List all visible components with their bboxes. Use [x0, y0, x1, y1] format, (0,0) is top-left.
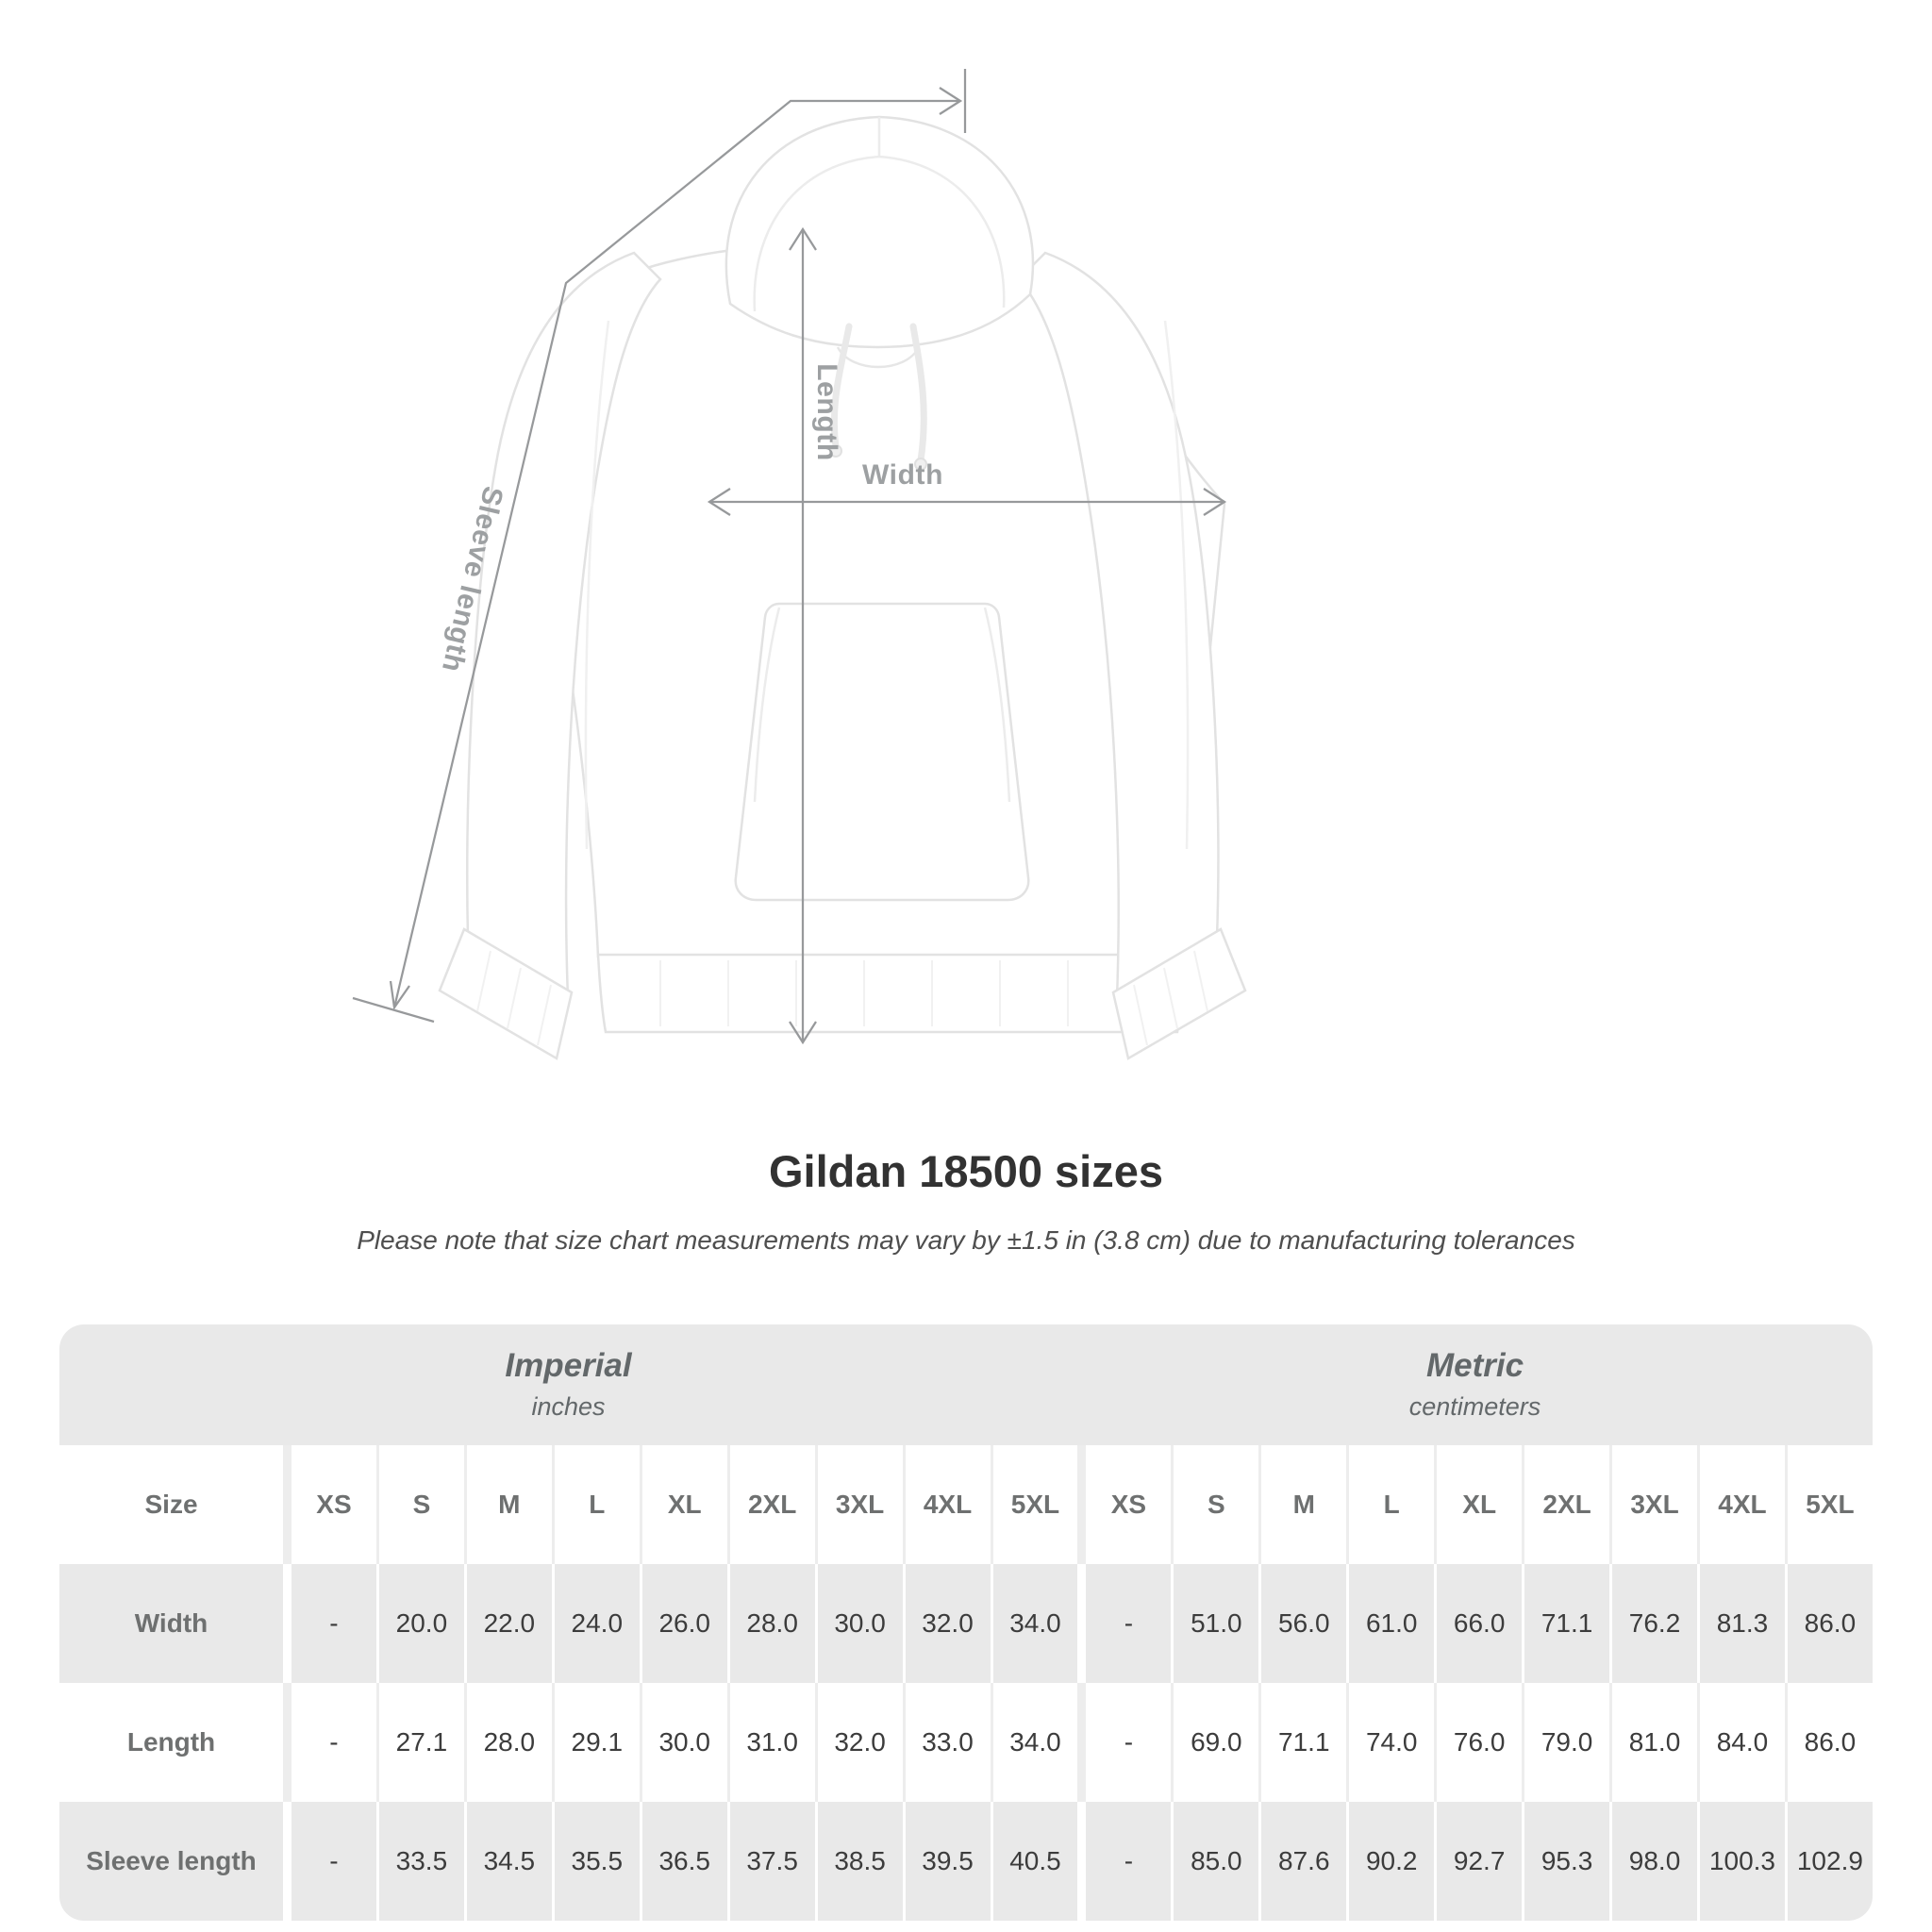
value-cell: 34.5	[467, 1802, 552, 1921]
table-row-width	[59, 1564, 1873, 1683]
hoodie-pocket	[736, 604, 1029, 900]
value-cell: 90.2	[1349, 1802, 1434, 1921]
value-cell: 40.5	[993, 1802, 1078, 1921]
size-header-cell: L	[555, 1445, 640, 1564]
value-cell: 79.0	[1524, 1683, 1609, 1802]
value-cell: 74.0	[1349, 1683, 1434, 1802]
value-cell: 86.0	[1788, 1564, 1873, 1683]
value-cell: 34.0	[993, 1683, 1078, 1802]
size-header-cell: 3XL	[818, 1445, 903, 1564]
value-cell: 76.0	[1437, 1683, 1522, 1802]
size-header-cell: 5XL	[1788, 1445, 1873, 1564]
sleeve-measure-label: Sleeve length	[435, 483, 509, 675]
size-header-cell: L	[1349, 1445, 1434, 1564]
value-cell: 27.1	[379, 1683, 464, 1802]
size-header-cell: XL	[642, 1445, 727, 1564]
value-cell: 26.0	[642, 1564, 727, 1683]
value-cell: 71.1	[1524, 1564, 1609, 1683]
value-cell: 34.0	[993, 1564, 1078, 1683]
row-label: Sleeve length	[59, 1802, 283, 1921]
value-cell: 76.2	[1612, 1564, 1697, 1683]
value-cell: 30.0	[642, 1683, 727, 1802]
size-header-cell: 4XL	[1700, 1445, 1785, 1564]
row-label: Length	[59, 1683, 283, 1802]
value-cell: -	[1086, 1683, 1171, 1802]
value-cell: -	[1086, 1564, 1171, 1683]
value-cell: 56.0	[1261, 1564, 1346, 1683]
tolerance-note: Please note that size chart measurements may vary by ±1.5 in (3.8 cm) due to manufacturing tolerances	[357, 1225, 1575, 1255]
value-cell: 28.0	[467, 1683, 552, 1802]
value-cell: 87.6	[1261, 1802, 1346, 1921]
metric-group-label: Metric	[1425, 1347, 1524, 1385]
size-header-cell: 4XL	[906, 1445, 991, 1564]
imperial-group	[59, 1324, 1077, 1445]
table-row-sleeve-length	[59, 1802, 1873, 1921]
value-cell: 100.3	[1700, 1802, 1785, 1921]
value-cell: 20.0	[379, 1564, 464, 1683]
metric-group-unit: centimeters	[1408, 1391, 1541, 1421]
value-cell: 71.1	[1261, 1683, 1346, 1802]
value-cell: 28.0	[730, 1564, 815, 1683]
value-cell: 81.3	[1700, 1564, 1785, 1683]
width-measure-label: Width	[861, 459, 944, 491]
value-cell: 37.5	[730, 1802, 815, 1921]
hoodie-hem	[598, 955, 1185, 1032]
value-cell: 39.5	[906, 1802, 991, 1921]
value-cell: 35.5	[555, 1802, 640, 1921]
value-cell: 84.0	[1700, 1683, 1785, 1802]
size-header-cell: 5XL	[993, 1445, 1078, 1564]
value-cell: 61.0	[1349, 1564, 1434, 1683]
row-label: Width	[59, 1564, 283, 1683]
value-cell: 85.0	[1174, 1802, 1258, 1921]
size-header-cell: XL	[1437, 1445, 1522, 1564]
value-cell: -	[291, 1683, 376, 1802]
size-header-cell: S	[1174, 1445, 1258, 1564]
size-header-cell: S	[379, 1445, 464, 1564]
hoodie-illustration	[440, 117, 1245, 1058]
value-cell: 92.7	[1437, 1802, 1522, 1921]
value-cell: 31.0	[730, 1683, 815, 1802]
value-cell: 81.0	[1612, 1683, 1697, 1802]
imperial-group-label: Imperial	[505, 1347, 632, 1385]
value-cell: 36.5	[642, 1802, 727, 1921]
value-cell: 24.0	[555, 1564, 640, 1683]
value-cell: 33.5	[379, 1802, 464, 1921]
page-title: Gildan 18500 sizes	[768, 1146, 1164, 1196]
value-cell: 32.0	[906, 1564, 991, 1683]
size-header-cell: 2XL	[1524, 1445, 1609, 1564]
value-cell: 51.0	[1174, 1564, 1258, 1683]
value-cell: 22.0	[467, 1564, 552, 1683]
imperial-group-unit: inches	[531, 1391, 606, 1421]
value-cell: 33.0	[906, 1683, 991, 1802]
value-cell: -	[1086, 1802, 1171, 1921]
value-cell: 32.0	[818, 1683, 903, 1802]
size-header-cell: XS	[1086, 1445, 1171, 1564]
size-chart-table	[59, 1324, 1873, 1921]
size-header-row	[59, 1445, 1873, 1564]
value-cell: 29.1	[555, 1683, 640, 1802]
size-header-cell: 2XL	[730, 1445, 815, 1564]
unit-group-header	[59, 1324, 1873, 1445]
value-cell: -	[291, 1564, 376, 1683]
size-column-header: Size	[59, 1445, 283, 1564]
size-header-cell: 3XL	[1612, 1445, 1697, 1564]
value-cell: 86.0	[1788, 1683, 1873, 1802]
size-header-cell: XS	[291, 1445, 376, 1564]
metric-group	[1077, 1324, 1873, 1445]
table-row-length	[59, 1683, 1873, 1802]
value-cell: 69.0	[1174, 1683, 1258, 1802]
value-cell: 30.0	[818, 1564, 903, 1683]
value-cell: 66.0	[1437, 1564, 1522, 1683]
value-cell: 95.3	[1524, 1802, 1609, 1921]
size-header-cell: M	[467, 1445, 552, 1564]
value-cell: 102.9	[1788, 1802, 1873, 1921]
value-cell: 98.0	[1612, 1802, 1697, 1921]
size-header-cell: M	[1261, 1445, 1346, 1564]
value-cell: -	[291, 1802, 376, 1921]
length-measure-label: Length	[811, 363, 842, 461]
value-cell: 38.5	[818, 1802, 903, 1921]
